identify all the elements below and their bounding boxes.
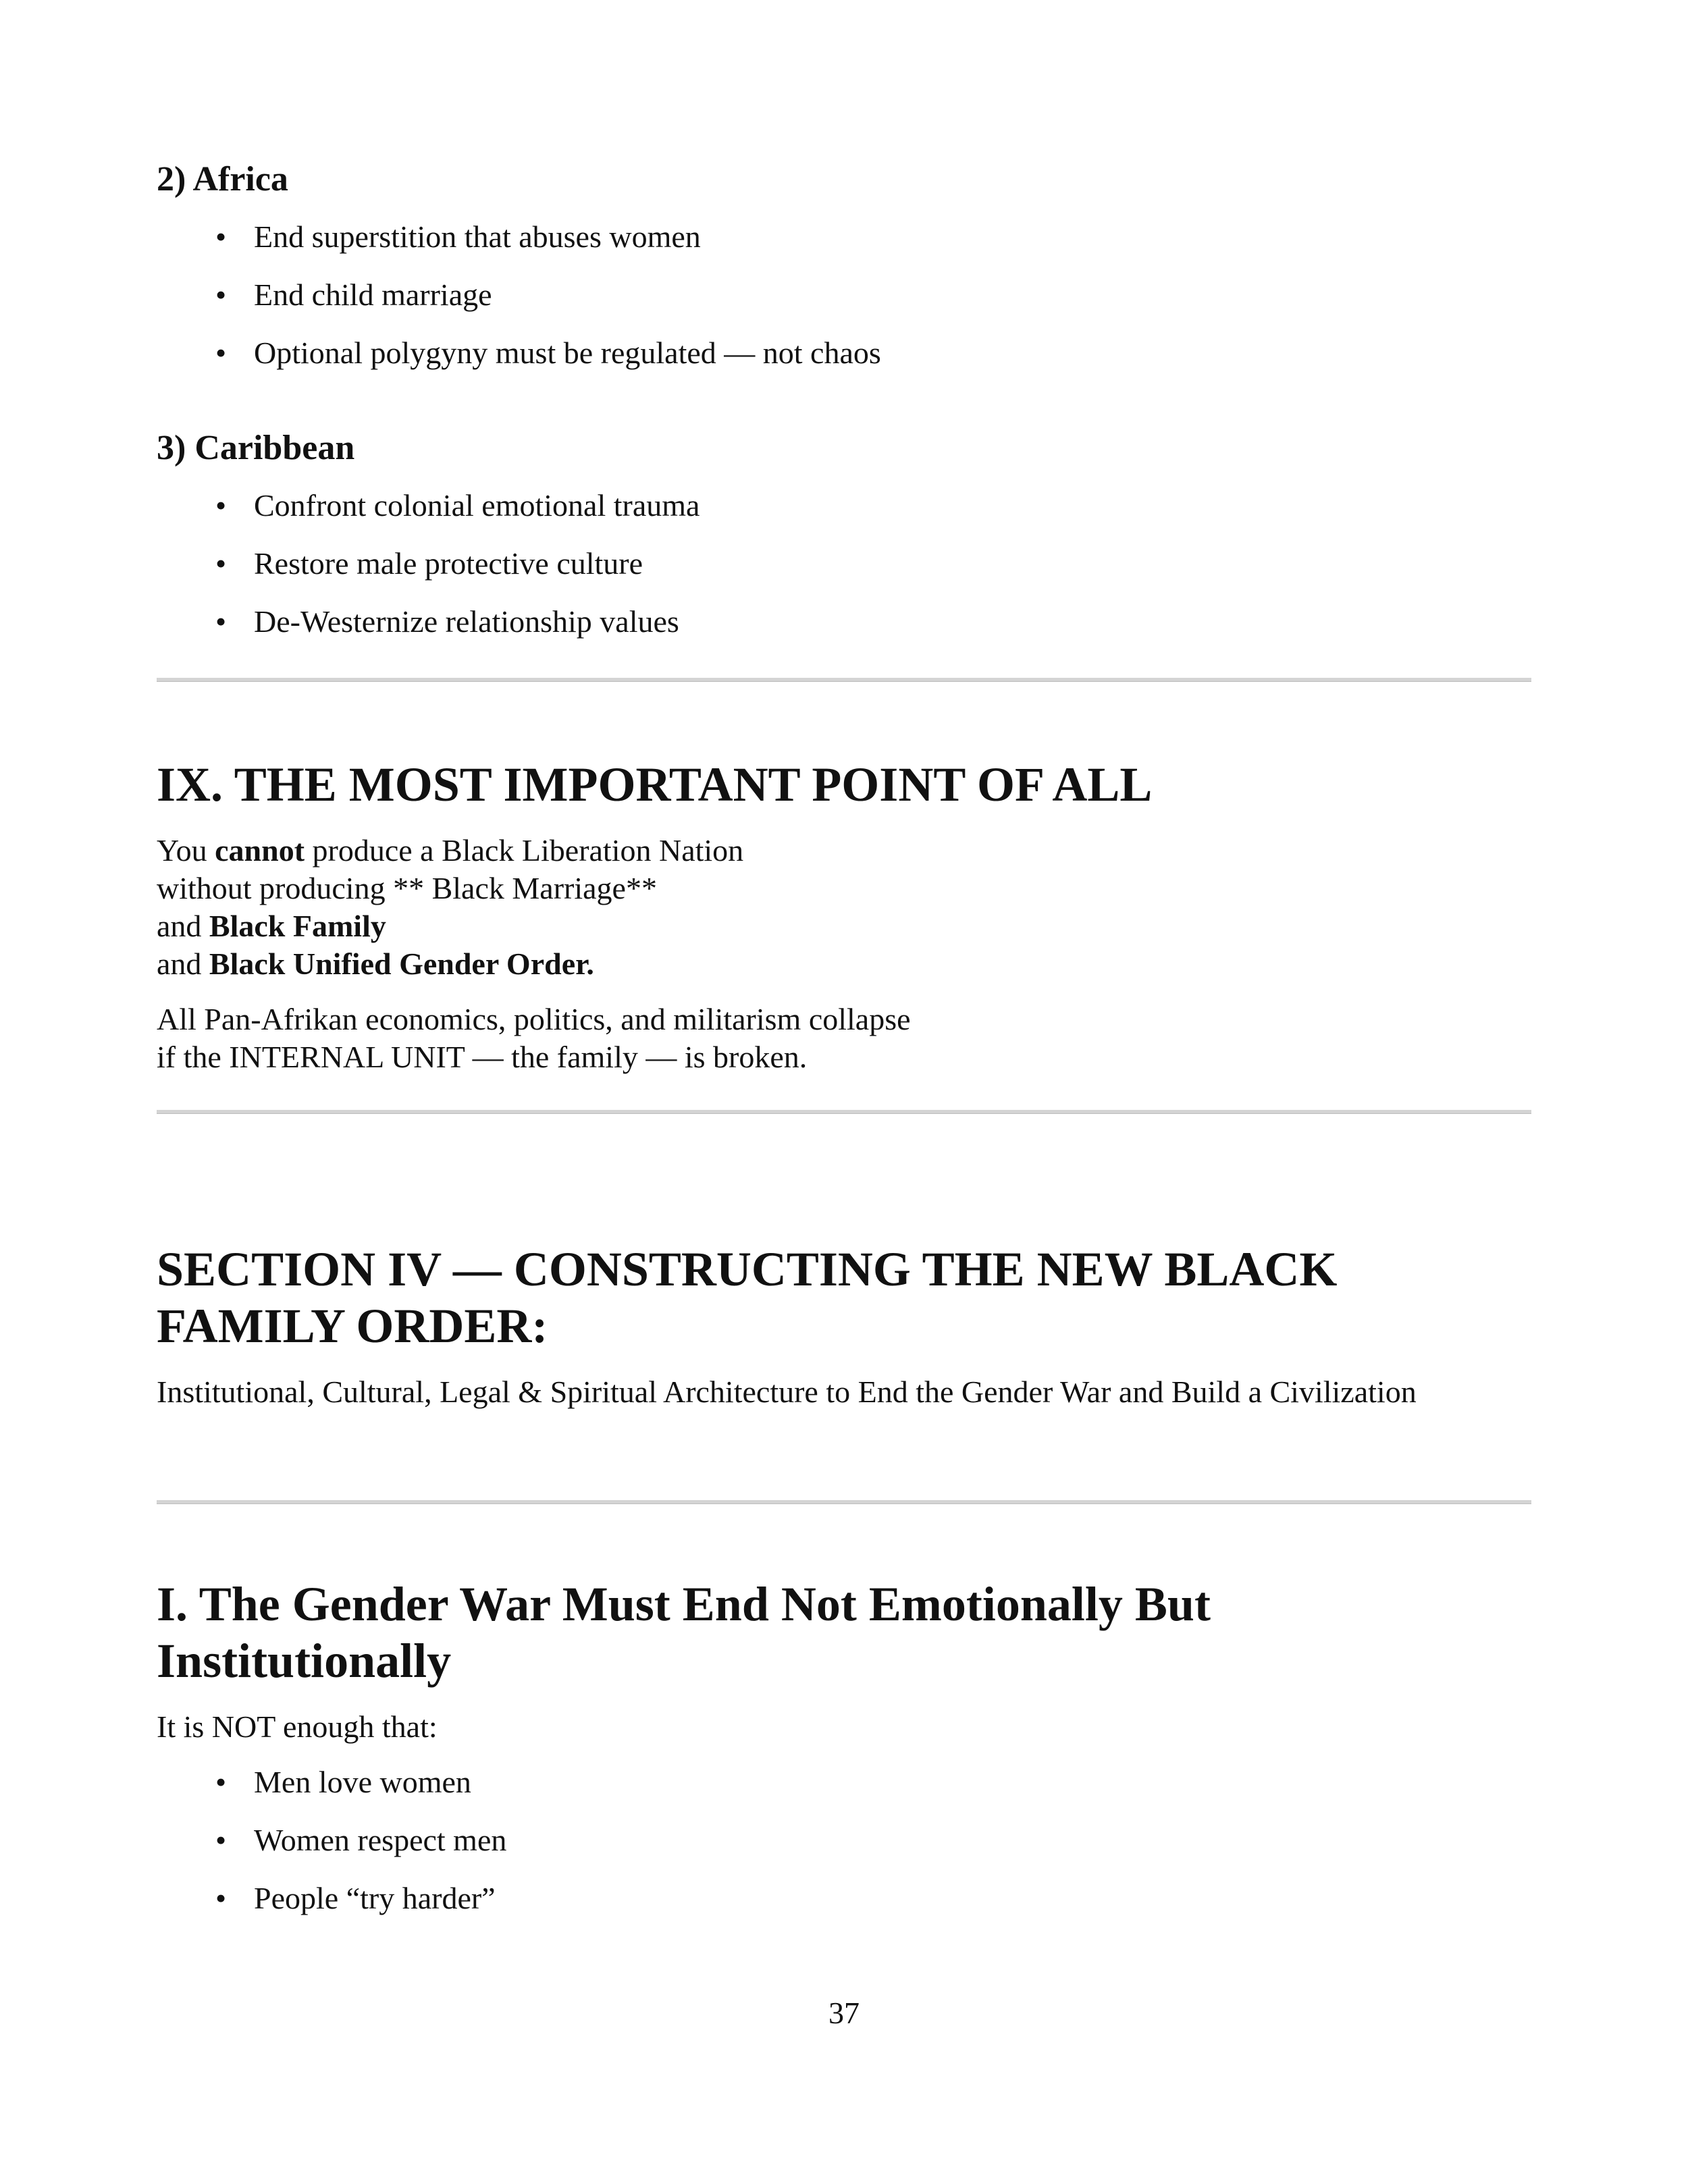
- paragraph-line: You cannot produce a Black Liberation Nation: [157, 833, 744, 868]
- paragraph-line: without producing ** Black Marriage**: [157, 871, 657, 905]
- paragraph-line: and Black Unified Gender Order.: [157, 947, 594, 981]
- list-item: • End superstition that abuses women: [211, 218, 881, 256]
- bullet-icon: •: [215, 219, 227, 254]
- horizontal-rule: [157, 1500, 1531, 1504]
- bullet-icon: •: [215, 277, 227, 312]
- section-iv-heading: SECTION IV — CONSTRUCTING THE NEW BLACK FAMILY ORDER:: [157, 1242, 1338, 1353]
- page-number: 37: [828, 1996, 860, 2030]
- caribbean-heading: 3) Caribbean: [157, 429, 355, 467]
- section-ix-heading: IX. THE MOST IMPORTANT POINT OF ALL: [157, 757, 1153, 811]
- paragraph-line: All Pan-Afrikan economics, politics, and militarism collapse: [157, 1002, 911, 1036]
- caribbean-list: [211, 487, 700, 641]
- list-item: • Men love women: [211, 1763, 506, 1801]
- paragraph-line: and Black Family: [157, 909, 386, 943]
- list-item: • Confront colonial emotional trauma: [211, 487, 700, 525]
- section-i-intro: It is NOT enough that:: [157, 1709, 438, 1744]
- list-item: • People “try harder”: [211, 1880, 506, 1917]
- bullet-icon: •: [215, 1765, 227, 1799]
- list-item: • Optional polygyny must be regulated — not chaos: [211, 334, 881, 372]
- list-item: • Women respect men: [211, 1821, 506, 1859]
- bullet-icon: •: [215, 1823, 227, 1857]
- section-iv-subtitle: Institutional, Cultural, Legal & Spiritual Architecture to End the Gender War and Build a Civilization: [157, 1375, 1417, 1409]
- africa-list: [211, 218, 881, 372]
- bullet-icon: •: [215, 1881, 227, 1915]
- list-item: • De-Westernize relationship values: [211, 603, 700, 641]
- horizontal-rule: [157, 1110, 1531, 1114]
- bullet-icon: •: [215, 336, 227, 370]
- africa-heading: 2) Africa: [157, 160, 288, 198]
- section-ix-paragraph-2: [157, 1001, 911, 1076]
- bullet-icon: •: [215, 546, 227, 581]
- bullet-icon: •: [215, 604, 227, 639]
- bullet-icon: •: [215, 488, 227, 523]
- section-i-heading: I. The Gender War Must End Not Emotionally But Institutionally: [157, 1577, 1211, 1688]
- list-item: • End child marriage: [211, 276, 881, 314]
- paragraph-line: if the INTERNAL UNIT — the family — is broken.: [157, 1040, 808, 1074]
- list-item: • Restore male protective culture: [211, 545, 700, 583]
- section-ix-paragraph-1: [157, 832, 743, 983]
- section-i-list: [211, 1763, 506, 1917]
- horizontal-rule: [157, 678, 1531, 682]
